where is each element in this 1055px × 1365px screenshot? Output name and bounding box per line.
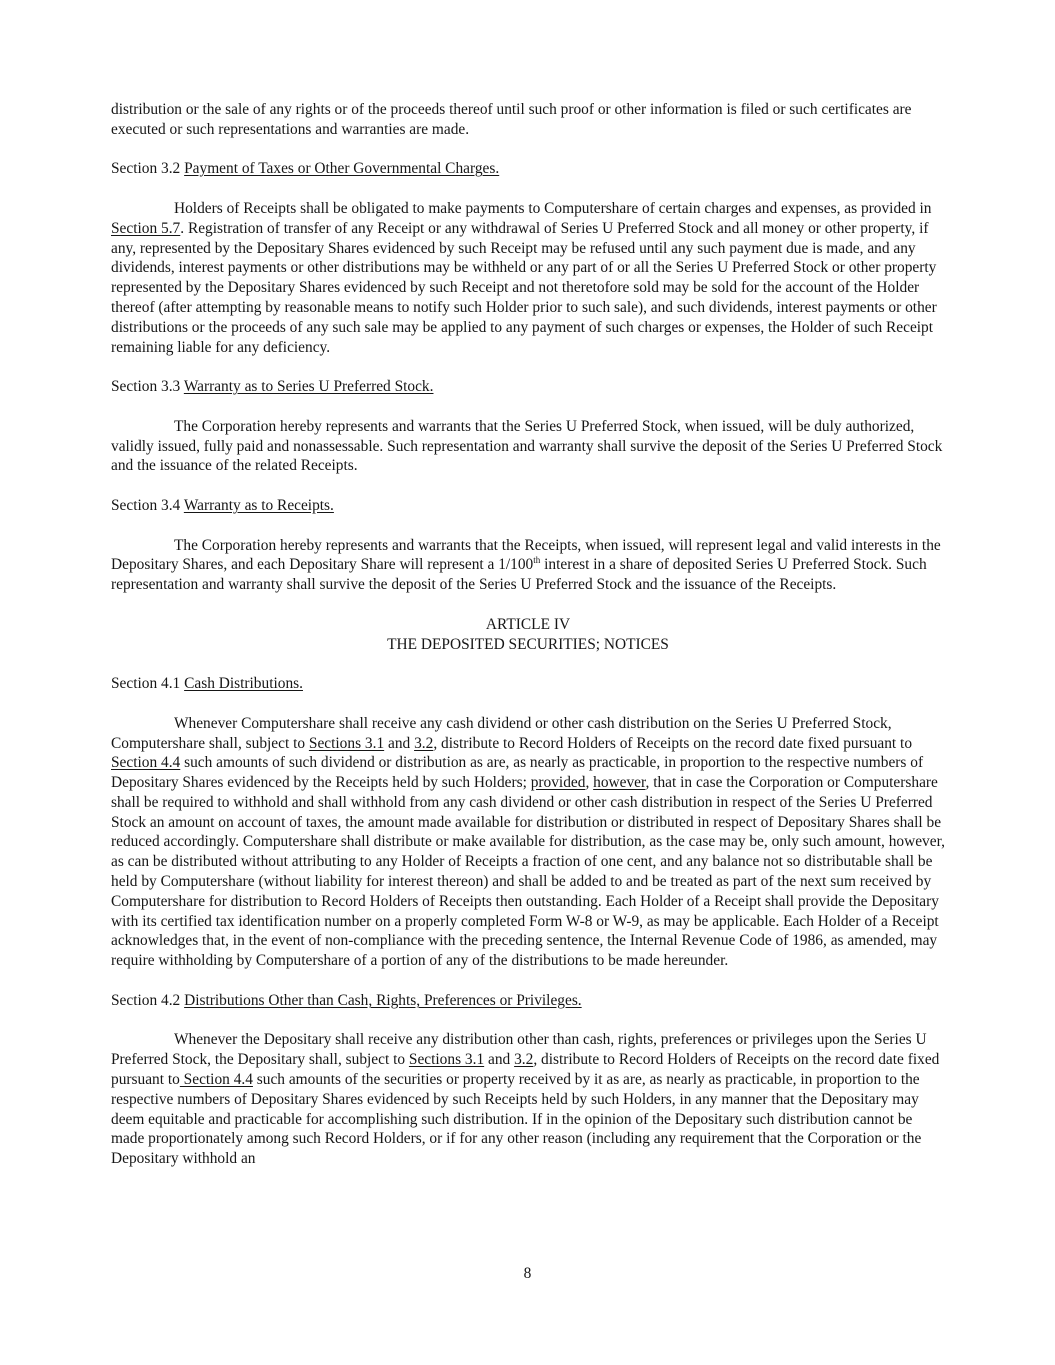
- section-reference: Sections 3.1: [308, 734, 385, 752]
- section-number: Section 4.1: [111, 675, 181, 693]
- page-number: 8: [523, 1265, 532, 1282]
- section-reference: Section 4.4: [179, 1071, 253, 1089]
- section-4-1-body: [111, 714, 945, 971]
- section-3-3-body: The Corporation hereby represents and warrants that the Series U Preferred Stock, when issued, will be duly authorized, validly issued, fully paid and nonassessable. Such representation and warranty shall survive the deposit of the Series U Preferred Stock and the issuance of the related Receipts.: [111, 417, 943, 475]
- text-run: Whenever Computershare shall receive any cash dividend or other cash distribution on the Series U Preferred Stock, Computershare shall, subject to: [111, 714, 892, 752]
- section-3-4-heading: [111, 496, 945, 516]
- text-run: and: [484, 1051, 515, 1069]
- text-run: , distribute to Record Holders of Receipts on the record date fixed pursuant to: [111, 1051, 940, 1089]
- section-4-2-heading: [111, 991, 945, 1011]
- proviso-term: provided: [530, 774, 586, 792]
- document-page: [111, 100, 945, 1189]
- text-run: and: [384, 734, 415, 752]
- text-run: , distribute to Record Holders of Receipts on the record date fixed pursuant to: [433, 734, 913, 752]
- text-run: such amounts of such dividend or distribution as are, as nearly as practicable, in proportion to the respective numbers of Depositary Shares evidenced by the Receipts held by such Holders;: [111, 754, 924, 792]
- section-4-1-heading: [111, 674, 945, 694]
- article-heading: [111, 615, 945, 655]
- section-number: Section 3.4: [111, 496, 181, 514]
- proviso-term: however: [593, 774, 646, 792]
- text-run: Holders of Receipts shall be obligated to make payments to Computershare of certain charges and expenses, as provided in: [174, 199, 932, 217]
- section-title: Distributions Other than Cash, Rights, Preferences or Privileges.: [184, 991, 582, 1009]
- section-title: Warranty as to Receipts.: [183, 496, 334, 514]
- text-run: Whenever the Depositary shall receive any distribution other than cash, rights, preferences or privileges upon the Series U Preferred Stock, the Depositary shall, subject to: [111, 1031, 927, 1069]
- section-3-3-heading: [111, 377, 945, 397]
- section-reference: 3.2: [514, 1051, 534, 1069]
- section-number: Section 3.2: [111, 160, 181, 178]
- section-reference: Sections 3.1: [408, 1051, 485, 1069]
- section-reference: Section 5.7: [111, 219, 181, 237]
- ordinal-superscript: th: [533, 555, 541, 566]
- section-4-2-body: [111, 1030, 945, 1169]
- section-3-2-body: [111, 199, 945, 357]
- text-run: . Registration of transfer of any Receipt or any withdrawal of Series U Preferred Stock and all money or other property, if any, represented by the Depositary Shares evidenced by such Receipt may be refused until any such payment due is made, and any dividends, interest payments or other distributions may be withheld or any part of or all the Series U Preferred Stock or other property represented by the Depositary Shares evidenced by such Receipt and not theretofore sold may be sold for the account of the Holder thereof (after attempting by reasonable means to notify such Holder prior to such sale), and such dividends, interest payments or other distributions or the proceeds of any such sale may be applied to any payment of such charges or expenses, the Holder of such Receipt remaining liable for any deficiency.: [111, 219, 937, 356]
- section-reference: Section 4.4: [111, 754, 181, 772]
- section-title: Cash Distributions.: [184, 675, 303, 693]
- text-run: ,: [585, 774, 594, 792]
- section-reference: 3.2: [414, 734, 434, 752]
- intro-paragraph: distribution or the sale of any rights or of the proceeds thereof until such proof or other information is filed or such certificates are executed or such representations and warranties are made.: [111, 101, 912, 138]
- section-title: Payment of Taxes or Other Governmental Charges.: [184, 160, 500, 178]
- section-3-4-body: [111, 536, 945, 595]
- text-run: such amounts of the securities or property received by it as are, as nearly as practicable, in proportion to the respective numbers of Depositary Shares evidenced by such Receipts held by such Holders, in any manner that the Depositary may deem equitable and practicable for accomplishing such distribution. If in the opinion of the Depositary such distribution cannot be made proportionately among such Record Holders, or if for any other reason (including any requirement that the Corporation or the Depositary withhold an: [111, 1071, 922, 1168]
- section-number: Section 3.3: [111, 378, 181, 396]
- section-3-2-heading: [111, 159, 945, 179]
- section-title: Warranty as to Series U Preferred Stock.: [183, 378, 434, 396]
- text-run: interest in a share of deposited Series U Preferred Stock. Such representation and warranty shall survive the deposit of the Series U Preferred Stock and the issuance of the Receipts.: [111, 556, 927, 594]
- article-label: ARTICLE IV: [485, 615, 571, 633]
- article-title: THE DEPOSITED SECURITIES; NOTICES: [387, 635, 669, 653]
- text-run: The Corporation hereby represents and warrants that the Receipts, when issued, will represent legal and valid interests in the Depositary Shares, and each Depositary Share will represent a 1/100: [111, 536, 941, 574]
- text-run: , that in case the Corporation or Computershare shall be required to withhold and shall withhold from any cash dividend or other cash distribution in respect of the Series U Preferred Stock an amount on account of taxes, the amount made available for distribution or distributed in respect of Depositary Shares shall be reduced accordingly. Computershare shall distribute or make available for distribution, as the case may be, only such amount, however, as can be distributed without attributing to any Holder of Receipts a fraction of one cent, and any balance not so distributable shall be held by Computershare (without liability for interest thereon) and shall be added to and be treated as part of the next sum received by Computershare for distribution to Record Holders of Receipts then outstanding. Each Holder of a Receipt shall provide the Depositary with its certified tax identification number on a properly completed Form W-8 or W-9, as may be applicable. Each Holder of a Receipt acknowledges that, in the event of non-compliance with the preceding sentence, the Internal Revenue Code of 1986, as amended, may require withholding by Computershare of a portion of any of the distributions to be made hereunder.: [111, 774, 945, 970]
- section-number: Section 4.2: [111, 991, 181, 1009]
